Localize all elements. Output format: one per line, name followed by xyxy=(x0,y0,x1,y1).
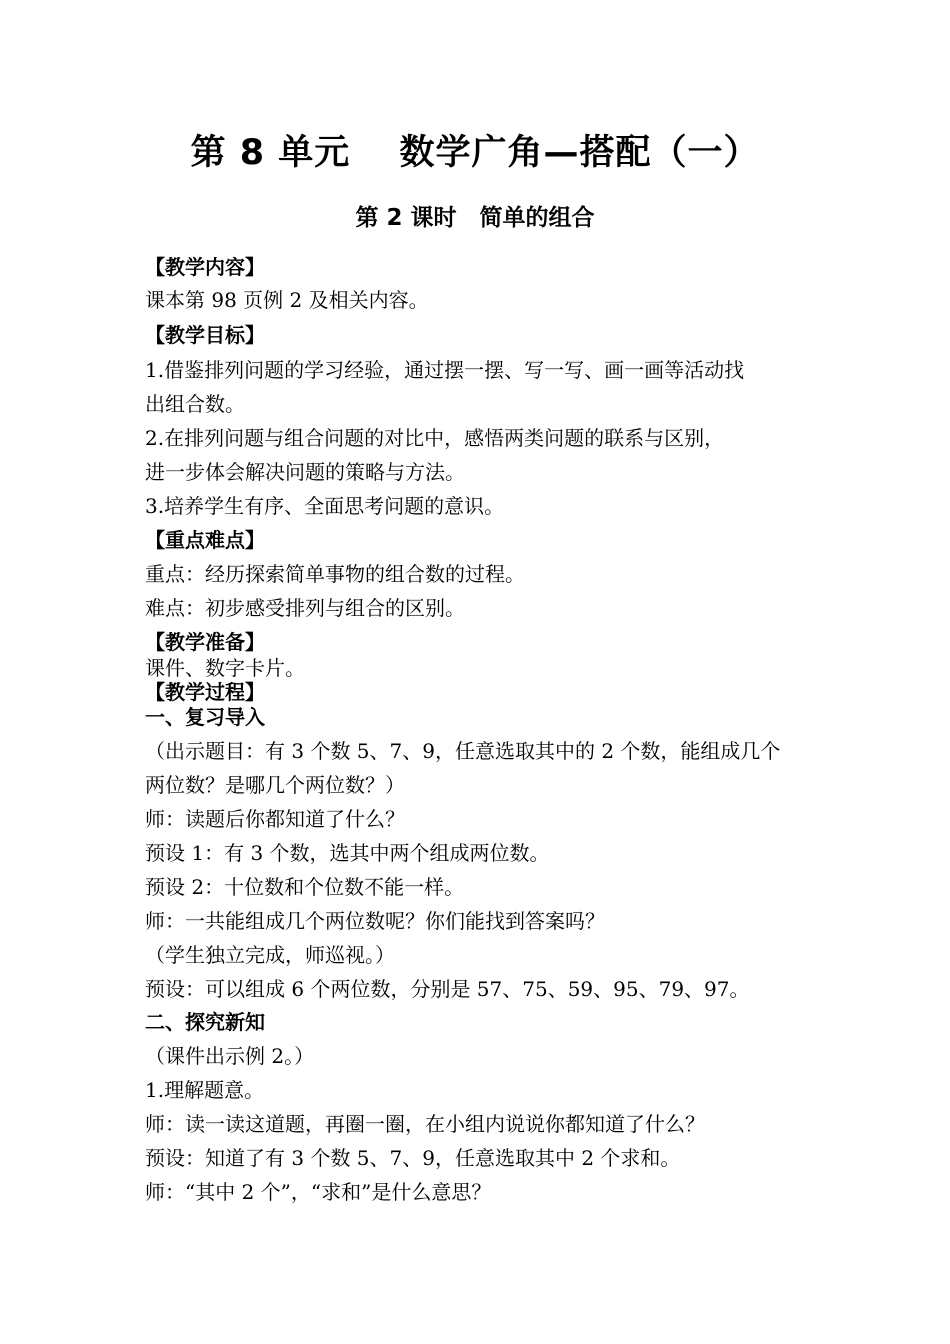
part-2-line-4: 预设：知道了有 3 个数 5、7、9，任意选取其中 2 个求和。 xyxy=(145,1146,681,1170)
part-1-line-6: 师：一共能组成几个两位数呢？你们能找到答案吗？ xyxy=(145,909,605,933)
part-1-line-4: 预设 1：有 3 个数，选其中两个组成两位数。 xyxy=(145,841,550,865)
preparation-text: 课件、数字卡片。 xyxy=(145,656,305,680)
goal-3: 3.培养学生有序、全面思考问题的意识。 xyxy=(145,494,505,518)
lesson-subtitle: 第 2 课时 简单的组合 xyxy=(355,205,595,231)
part-1-line-2: 两位数？是哪几个两位数？） xyxy=(145,773,405,797)
part-2-line-3: 师：读一读这道题，再圈一圈，在小组内说说你都知道了什么？ xyxy=(145,1112,705,1136)
part-1-line-7: （学生独立完成，师巡视。） xyxy=(145,943,395,967)
part-1-line-3: 师：读题后你都知道了什么？ xyxy=(145,807,405,831)
part-2-line-2: 1.理解题意。 xyxy=(145,1078,265,1102)
heading-key-points: 【重点难点】 xyxy=(145,528,265,552)
content-text: 课本第 98 页例 2 及相关内容。 xyxy=(145,288,429,312)
part-1-line-1: （出示题目：有 3 个数 5、7、9，任意选取其中的 2 个数，能组成几个 xyxy=(145,739,781,763)
heading-process: 【教学过程】 xyxy=(145,680,265,704)
part-1-line-5: 预设 2：十位数和个位数不能一样。 xyxy=(145,875,465,899)
unit-title: 第 8 单元 数学广角—搭配（一） xyxy=(190,133,760,173)
difficulty: 难点：初步感受排列与组合的区别。 xyxy=(145,596,465,620)
goal-1-line-1: 1.借鉴排列问题的学习经验，通过摆一摆、写一写、画一画等活动找 xyxy=(145,358,745,382)
heading-preparation: 【教学准备】 xyxy=(145,630,265,654)
part-1-heading: 一、复习导入 xyxy=(145,705,265,729)
part-2-line-5: 师：“其中 2 个”，“求和”是什么意思？ xyxy=(145,1180,492,1204)
heading-goals: 【教学目标】 xyxy=(145,323,265,347)
goal-2-line-2: 进一步体会解决问题的策略与方法。 xyxy=(145,460,465,484)
goal-1-line-2: 出组合数。 xyxy=(145,392,245,416)
part-2-heading: 二、探究新知 xyxy=(145,1010,265,1034)
part-1-line-8: 预设：可以组成 6 个两位数，分别是 57、75、59、95、79、97。 xyxy=(145,977,750,1001)
part-2-line-1: （课件出示例 2。） xyxy=(145,1044,315,1068)
goal-2-line-1: 2.在排列问题与组合问题的对比中，感悟两类问题的联系与区别， xyxy=(145,426,725,450)
key-point: 重点：经历探索简单事物的组合数的过程。 xyxy=(145,562,525,586)
heading-content: 【教学内容】 xyxy=(145,255,265,279)
